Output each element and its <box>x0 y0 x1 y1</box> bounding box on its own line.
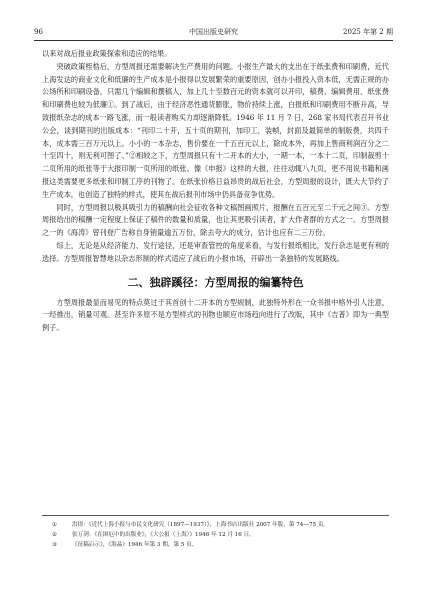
footnote-mark: ① <box>52 522 58 528</box>
page-number: 96 <box>34 28 43 36</box>
footnote <box>42 520 389 530</box>
footnote-mark: ③ <box>52 542 58 548</box>
footnote <box>42 540 389 550</box>
article-body <box>42 48 389 335</box>
paragraph: 综上，无论是从经济能力、发行途径，还是审查管控的角度来看，与发行报纸相比，发行杂志是更有利的选择。方型周报智慧地以杂志形制的样式适应了战后的小报市场，开辟出一条独特的发展路线。 <box>42 240 389 263</box>
paragraph: 突破政策桎梏后，方型周报还需要解决生产费用的问题。小报生产最大的支出在于纸张费和印刷费，近代上海发达的商业文化和低廉的生产成本是小报得以发展繁荣的重要原因，创办小报投入资本低，无需正规的办公场所和印刷设备，只需几个编辑和撰稿人，加上几十至数百元的资本就可以开印，稿费、编辑费用、纸张费和印刷费也较为低廉①。到了战后，由于经济恶性通货膨胀，物价持续上涨，白报纸和印刷费用不断升高，导致报纸杂志的成本一路飞涨，而一般读者购买力却逐渐降低。1946 年 11 月 7 日，268 家书局代表召开书业公会，谈到期刊的出版成本：“刊印二十开，五十页的期刊，加印工，装帧，封面及最简单的制版费，共四千本，成本需三百万元以上。小小的一本杂志，售价要在一千五百元以上，除成本外，再加上售商利润百分之二十至四十，则无利可图了。”②相较之下，方型周报只有十二开本的大小，一期一本，一本十二页，印制裁剪十二页所用的纸张等于大报印制一页所用的纸张。像《申报》这样的大报，往往动辄八九页，更不用说书籍和画报这类需要更多纸张和印制工序的刊物了。在纸张价格日益昂贵的战后社会，方型周报的设计，既大大节约了生产成本，也创造了独特的样式，使其在战后报刊市场中仍具备竞争优势。 <box>42 61 389 199</box>
footnotes <box>42 515 389 550</box>
issue-label: 2025 年第 2 期 <box>343 28 393 36</box>
paragraph: 同时，方型周报以极具吸引力的稿酬向社会征收各种文稿图画照片，报酬在五百元至二千元之间③。方型周报给出的稿酬一定程度上保证了稿件的数量和质量，也让其更吸引读者，扩大作者群的方式之一。方型周报之一的《海涛》曾刊登广告称自身销量逾五万份，除去夸大的成分，估计也应有二三万份。 <box>42 202 389 238</box>
footnote-text: 洪煜：《近代上海小报与市民文化研究（1897—1937）》，上海书店出版社 2007 年版，第 74—75 页。 <box>72 522 330 528</box>
footnote-text: 张万剑：《在困厄中的出版业》，《大公报（上海）》1946 年 12 月 16 日。 <box>72 532 255 538</box>
footnote-text: 《征稿启示》，《海晶》1946 年第 3 期，第 5 页。 <box>72 542 198 548</box>
section-heading: 二、独辟蹊径：方型周报的编纂特色 <box>127 275 304 289</box>
paragraph: 以来对战后报业政策探索和适应的结果。 <box>42 49 172 58</box>
paragraph: 方型周报最显而易见的特点莫过于其首创十二开本的方型规制，此独特外形在一众书报中格外引人注意，一经推出，销量可观。甚至许多原不是方型样式的刊物也顺应市场趋向进行了改版，其中《吉普》即为一典型例子。 <box>42 297 389 333</box>
footnote <box>42 530 389 540</box>
running-header <box>34 24 393 41</box>
footnote-mark: ② <box>52 532 58 538</box>
journal-title: 中国出版史研究 <box>189 28 238 36</box>
